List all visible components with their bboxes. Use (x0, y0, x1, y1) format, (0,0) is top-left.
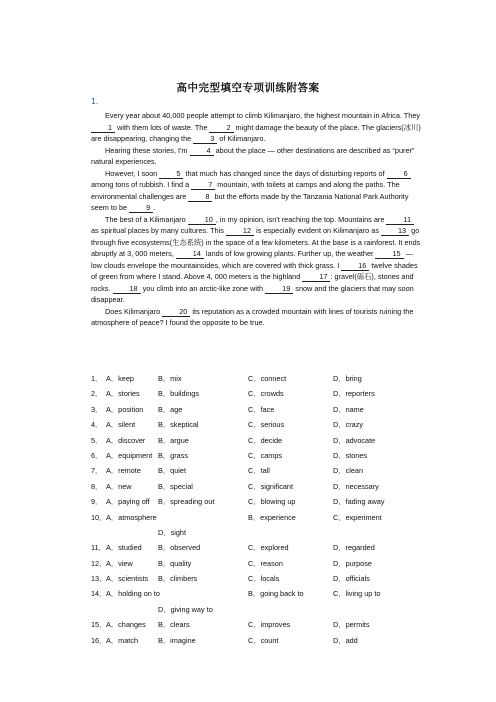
option-number: 9． (91, 497, 103, 507)
blank-11: 11 (386, 215, 414, 225)
option-a[interactable]: A．discover (106, 435, 146, 445)
passage-text: that much has changed since the days of disturbing reports of (183, 168, 387, 178)
passage-text: but the efforts made by the Tanzania National Park Authority seem to be (91, 191, 409, 212)
option-number: 8． (91, 481, 103, 491)
option-b[interactable]: D．sight (158, 527, 186, 537)
passage-text: . (153, 203, 156, 212)
option-a[interactable]: A．silent (106, 420, 136, 430)
option-d[interactable]: D．bring (333, 374, 362, 383)
option-row (91, 389, 431, 404)
option-row (91, 420, 431, 435)
option-row (91, 482, 431, 497)
passage-text: snow and the glaciers that may soon disappear. (91, 283, 414, 304)
paragraph-4 (91, 214, 423, 306)
option-c[interactable]: C．count (248, 635, 279, 645)
paragraph-1 (91, 110, 423, 145)
option-a[interactable]: A．stories (106, 389, 140, 399)
blank-17: 17 (302, 272, 330, 282)
option-a[interactable]: A．paying off (106, 497, 150, 507)
option-d[interactable]: D．reporters (333, 389, 375, 399)
blank-9: 9 (129, 203, 153, 213)
option-c[interactable]: C．explored (248, 543, 289, 553)
option-row (91, 466, 431, 481)
option-b[interactable]: B．mix (158, 374, 182, 383)
option-d[interactable]: D．stones (333, 450, 368, 460)
option-number: 3． (91, 404, 103, 414)
option-d[interactable]: C．experiment (333, 512, 382, 522)
option-d[interactable]: D．permits (333, 620, 370, 630)
blank-8: 8 (188, 192, 212, 202)
paragraph-5 (91, 306, 423, 329)
option-a[interactable]: A．new (106, 481, 132, 491)
option-c[interactable]: C．improves (248, 620, 291, 630)
passage-text: might damage the beauty of the place. The glaciers(冰川) are disappearing, changing the (91, 122, 421, 143)
option-row (91, 451, 431, 466)
option-d[interactable]: D．officials (333, 574, 370, 584)
passage-text: go through five ecosystems(生态系统) in the space of a few kilometers. At the base is a rainforest. It ends abruptly at 3, 000 meters, (91, 226, 421, 258)
option-b[interactable]: B．quality (158, 558, 192, 568)
passage-text: Does Kilimanjaro (105, 306, 163, 316)
option-number: 5． (91, 435, 103, 445)
option-b[interactable]: D．giving way to (158, 604, 213, 614)
option-c[interactable]: B．experience (248, 512, 296, 522)
blank-2: 2 (209, 123, 233, 133)
blank-6: 6 (387, 169, 411, 179)
option-c[interactable]: B．going back to (248, 589, 304, 599)
option-a[interactable]: A．changes (106, 620, 146, 630)
option-b[interactable]: B．grass (158, 450, 189, 460)
option-number: 7． (91, 466, 103, 476)
option-number: 13． (91, 574, 107, 584)
blank-3: 3 (193, 134, 217, 144)
option-b[interactable]: B．clears (158, 620, 190, 630)
blank-20: 20 (162, 307, 190, 317)
option-c[interactable]: C．tall (248, 466, 270, 476)
option-row (91, 436, 431, 451)
paragraph-2 (91, 145, 423, 168)
blank-1: 1 (91, 123, 115, 133)
option-c[interactable]: C．camps (248, 450, 283, 460)
option-a[interactable]: A．holding on to (106, 589, 160, 599)
option-row (91, 528, 431, 543)
passage-text: of Kilimanjaro. (217, 134, 266, 143)
option-number: 6． (91, 450, 103, 460)
option-d[interactable]: D．fading away (333, 497, 385, 507)
option-number: 14． (91, 589, 107, 599)
option-row (91, 574, 431, 589)
option-b[interactable]: B．skeptical (158, 420, 199, 430)
option-row (91, 620, 431, 635)
passage-text: Every year about 40,000 people attempt to climb Kilimanjaro, the highest mountain in Africa. They (105, 111, 421, 120)
blank-10: 10 (188, 215, 216, 225)
option-d[interactable]: D．necessary (333, 481, 379, 491)
option-c[interactable]: C．blowing up (248, 497, 296, 507)
option-row (91, 559, 431, 574)
question-number-link[interactable]: 1. (91, 97, 99, 106)
option-a[interactable]: A．remote (106, 466, 141, 476)
option-c[interactable]: C．face (248, 404, 275, 414)
passage-text: is especially evident on Kilimanjaro as (254, 226, 381, 235)
option-c[interactable]: C．connect (248, 374, 287, 383)
passage-text: among tons of rubbish. I find a (91, 180, 192, 189)
option-c[interactable]: C．locals (248, 574, 280, 584)
option-b[interactable]: B．imagine (158, 635, 196, 645)
option-a[interactable]: A．match (106, 635, 139, 645)
passage-text: — low clouds envelope the mountainsides, which are covered with thick grass. I (91, 249, 413, 270)
option-d[interactable]: D．add (333, 635, 358, 645)
passage-text: Hearing these stories, I'm (105, 145, 190, 155)
blank-19: 19 (265, 284, 293, 294)
option-number: 10． (91, 512, 107, 522)
option-c[interactable]: C．crowds (248, 389, 284, 399)
option-a[interactable]: A．position (106, 404, 144, 414)
option-c[interactable]: C．reason (248, 558, 283, 568)
option-number: 1． (91, 374, 103, 383)
option-number: 15． (91, 620, 107, 630)
passage-text: you climb into an arctic-like zone with (140, 283, 266, 293)
document-title: 高中完型填空专项训练附答案 (176, 82, 320, 94)
blank-18: 18 (113, 284, 141, 294)
passage-text: as spiritual places by many cultures. This (91, 226, 226, 235)
blank-14: 14 (176, 249, 204, 259)
blank-4: 4 (190, 146, 214, 156)
option-b[interactable]: B．quiet (158, 466, 186, 476)
blank-7: 7 (191, 180, 215, 190)
option-a[interactable]: A．equipment (106, 450, 153, 460)
option-a[interactable]: A．atmosphere (106, 512, 157, 522)
option-b[interactable]: B．age (158, 404, 183, 414)
option-d[interactable]: D．clean (333, 466, 364, 476)
option-d[interactable]: D．advocate (333, 435, 376, 445)
option-c[interactable]: C．decide (248, 435, 283, 445)
option-b[interactable]: B．argue (158, 435, 189, 445)
option-c[interactable]: C．serious (248, 420, 285, 430)
option-a[interactable]: A．scientists (106, 574, 149, 584)
passage-text: its reputation as a crowded mountain with lines of tourists ruining the atmosphere of peace? I found the opposite to be true. (91, 306, 414, 327)
option-number: 2． (91, 389, 103, 399)
option-number: 12． (91, 558, 107, 568)
passage-text: However, I soon (105, 168, 160, 178)
passage (91, 110, 423, 329)
option-a[interactable]: A．keep (106, 374, 134, 383)
option-number: 16． (91, 635, 107, 645)
option-b[interactable]: B．spreading out (158, 497, 215, 507)
option-row (91, 589, 431, 604)
option-d[interactable]: D．name (333, 404, 364, 414)
option-row (91, 605, 431, 620)
options-list (91, 374, 431, 651)
option-row (91, 405, 431, 420)
option-a[interactable]: A．view (106, 558, 133, 568)
option-c[interactable]: C．significant (248, 481, 294, 491)
option-a[interactable]: A．studied (106, 543, 142, 553)
passage-text: twelve shades of green from where I stand. Above 4, 000 meters is the highland (91, 260, 418, 281)
option-b[interactable]: B．observed (158, 543, 201, 553)
blank-5: 5 (159, 169, 183, 179)
option-d[interactable]: D．purpose (333, 558, 372, 568)
option-row (91, 543, 431, 558)
passage-text: mountain, with toilets at camps and along the paths. The environmental challenges are (91, 180, 400, 201)
passage-text: : gravel(砾石), stones and rocks. (91, 272, 414, 293)
option-d[interactable]: D．crazy (333, 420, 363, 430)
blank-12: 12 (226, 226, 254, 236)
option-row (91, 497, 431, 512)
blank-16: 16 (341, 261, 369, 271)
option-b[interactable]: B．special (158, 481, 193, 491)
option-number: 11． (91, 543, 106, 553)
option-d[interactable]: D．regarded (333, 543, 375, 553)
option-row (91, 513, 431, 528)
option-number: 4． (91, 420, 103, 430)
passage-text: The best of a Kilimanjaro (105, 214, 188, 224)
passage-text: with them lots of waste. The (115, 122, 210, 132)
blank-15: 15 (375, 249, 403, 259)
option-b[interactable]: B．buildings (158, 389, 199, 399)
option-d[interactable]: C．living up to (333, 589, 381, 599)
passage-text: about the place — other destinations are described as “purer” natural experiences. (91, 145, 415, 166)
paragraph-3 (91, 168, 423, 214)
passage-text: , in my opinion, isn't reaching the top. Mountains are (215, 214, 387, 224)
blank-13: 13 (381, 226, 409, 236)
option-b[interactable]: B．climbers (158, 574, 198, 584)
option-row (91, 374, 431, 389)
option-row (91, 636, 431, 651)
passage-text: lands of low growing plants. Further up, the weather (203, 249, 376, 258)
